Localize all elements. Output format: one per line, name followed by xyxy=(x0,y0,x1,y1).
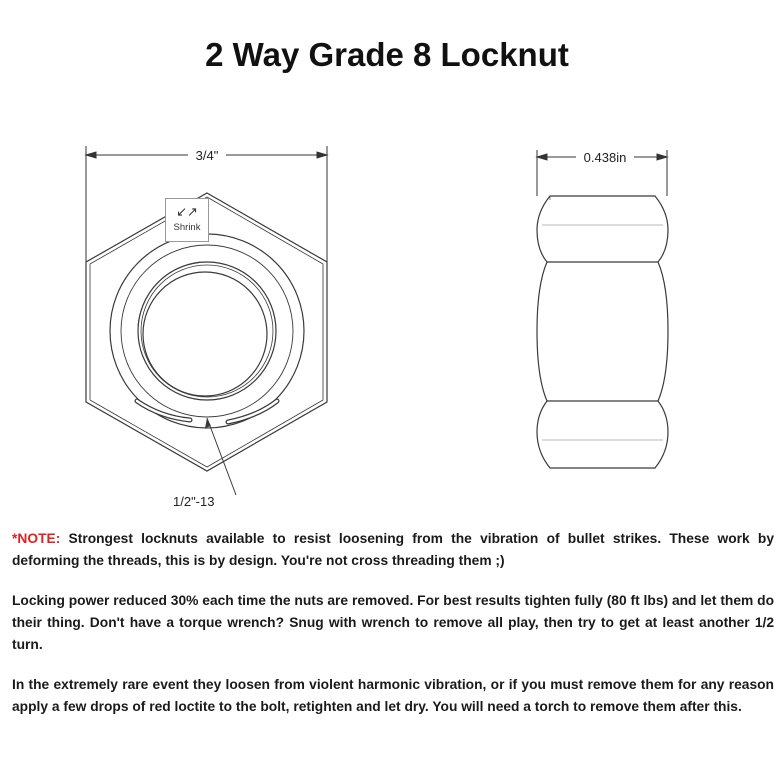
thread-size-label: 1/2"-13 xyxy=(173,494,215,509)
locknut-side-view xyxy=(537,196,668,468)
shrink-button[interactable] xyxy=(165,198,209,242)
note-text: Strongest locknuts available to resist loosening from the vibration of bullet strikes. These work by deforming the threads, this is by design. You're not cross threading them ;) xyxy=(12,531,774,568)
locking-power-paragraph: Locking power reduced 30% each time the nuts are removed. For best results tighten fully (80 ft lbs) and let them do their thing. Don't have a torque wrench? Snug with wrench to remove all play, then try to get at least another 1/2 turn. xyxy=(12,593,774,652)
shrink-arrows-icon: ↙↗ xyxy=(176,204,198,219)
height-dimension-label: 0.438in xyxy=(583,150,627,165)
width-dimension-label: 3/4" xyxy=(195,148,219,163)
page-title: 2 Way Grade 8 Locknut xyxy=(205,36,569,73)
shrink-label: Shrink xyxy=(173,222,201,233)
note-paragraph xyxy=(12,528,774,572)
note-label: *NOTE: xyxy=(12,531,61,546)
loctite-paragraph: In the extremely rare event they loosen from violent harmonic vibration, or if you must remove them for any reason apply a few drops of red loctite to the bolt, retighten and let dry. You will need a torch to remove them after this. xyxy=(12,677,774,714)
notes-section xyxy=(12,528,774,736)
